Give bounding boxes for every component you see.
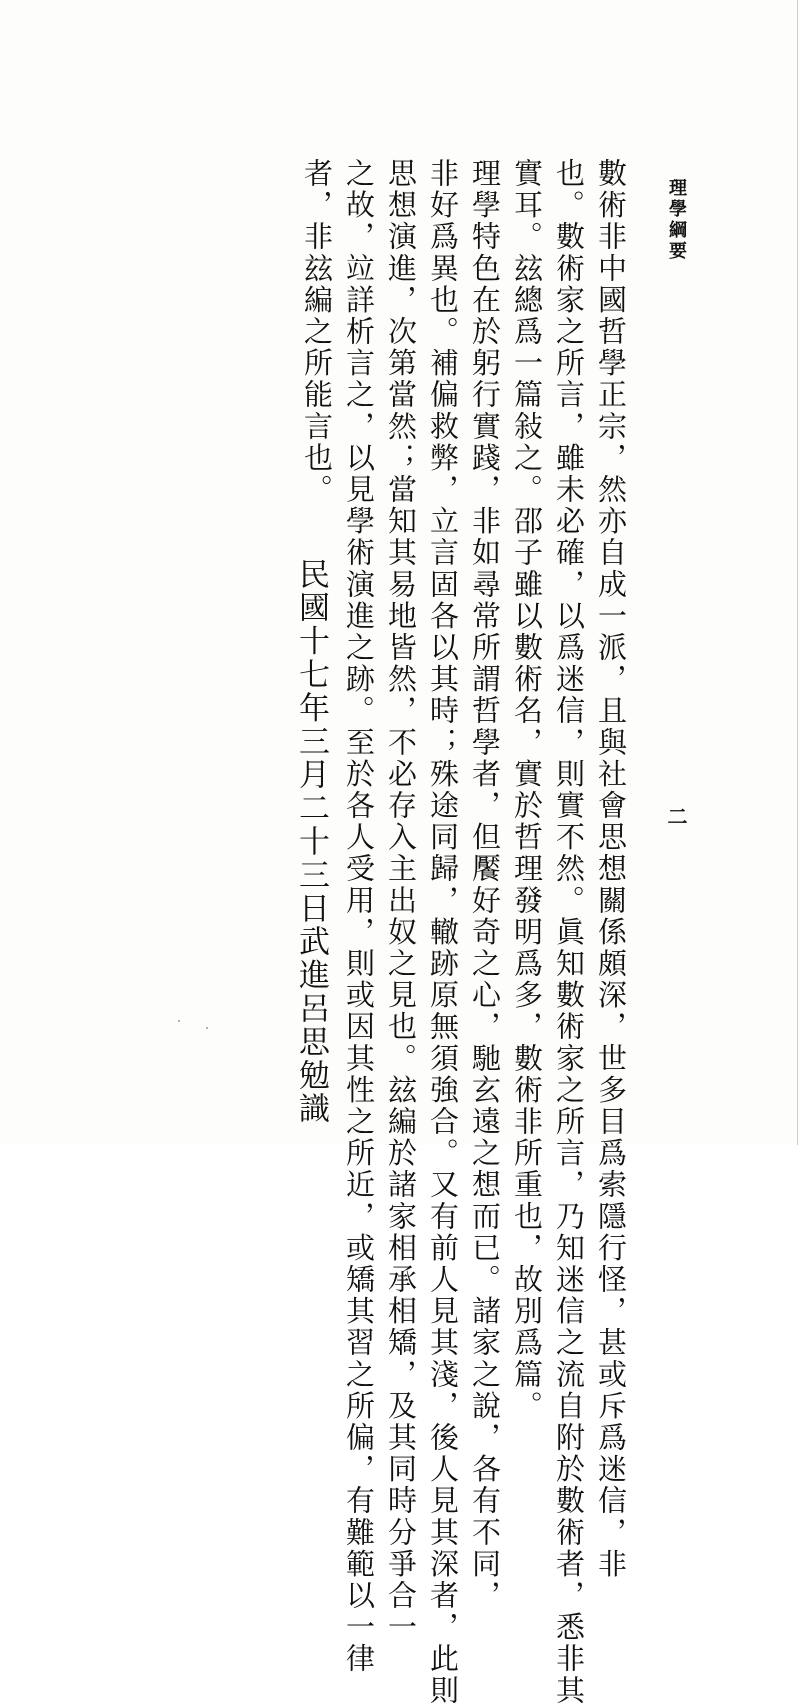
text-column: 者，非玆編之所能言也。: [300, 158, 334, 506]
text-column: 理學特色在於躬行實踐，非如尋常所謂哲學者，但饜好奇之心，馳玄遠之想而已。諸家之說，各有不同，: [468, 158, 502, 1612]
scan-edge-line: [797, 0, 798, 1145]
text-column: 非好爲異也。補偏救弊，立言固各以其時；殊途同歸，轍跡原無須強合。又有前人見其淺，後人見其深者，此則: [426, 158, 460, 1706]
scan-speck: [178, 1020, 180, 1022]
text-column: 思想演進，次第當然；當知其易地皆然，不必存入主出奴之見也。玆編於諸家相承相矯，及其同時分爭合一: [384, 158, 418, 1644]
author-signature-date: 民國十七年三月二十三日武進呂思勉識: [293, 558, 329, 1126]
text-column: 之故，竝詳析言之，以見學術演進之跡。至於各人受用，則或因其性之所近，或矯其習之所偏，有難範以一律: [342, 158, 376, 1675]
page-number: 二: [664, 806, 688, 826]
preface-body-text: [293, 158, 632, 1706]
scan-speck: [206, 1027, 208, 1029]
running-header-title: 理學綱要: [666, 178, 687, 262]
text-column: 數術非中國哲學正宗，然亦自成一派，且與社會思想關係頗深，世多目爲索隱行怪，甚或斥爲迷信，非: [594, 158, 628, 1580]
text-column: 也。數術家之所言，雖未必確，以爲迷信，則實不然。眞知數術家之所言，乃知迷信之流自附於數術者，悉非其: [552, 158, 586, 1706]
text-column: 實耳。玆總爲一篇敍之。邵子雖以數術名，實於哲理發明爲多，數術非所重也，故別爲篇。: [510, 158, 544, 1422]
